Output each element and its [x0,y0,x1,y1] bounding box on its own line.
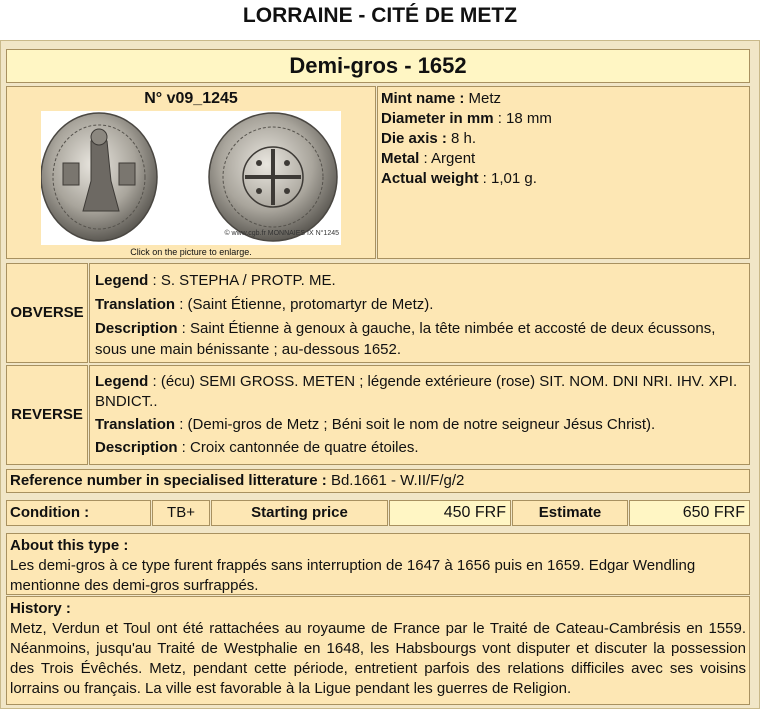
reverse-translation: : (Demi-gros de Metz ; Béni soit le nom de notre seigneur Jésus Christ). [175,416,656,433]
detail-value: : 18 mm [493,110,552,127]
starting-price-value: 450 FRF [389,500,511,526]
detail-label: Metal [381,150,420,167]
reference-row [6,469,750,493]
image-caption: Click on the picture to enlarge. [130,247,252,257]
starting-price-label: Starting price [211,500,388,526]
legend-label: Legend [95,272,149,289]
history-section [6,596,750,705]
about-title: About this type : [10,537,129,554]
description-label: Description [95,320,178,337]
reference-label: Reference number in specialised litterature : [10,472,327,489]
coin-image[interactable] [41,111,341,245]
detail-diameter [381,109,746,129]
obverse-translation: : (Saint Étienne, protomartyr de Metz). [175,296,434,313]
page-title: LORRAINE - CITÉ DE METZ [242,4,518,27]
translation-label: Translation [95,416,176,433]
estimate-value: 650 FRF [629,500,750,526]
obverse-legend: : S. STEPHA / PROTP. ME. [148,272,336,289]
reverse-details [89,365,750,465]
translation-label: Translation [95,296,176,313]
condition-label: Condition : [6,500,151,526]
obverse-description: : Saint Étienne à genoux à gauche, la tête nimbée et accosté de deux écussons, sous une main bénissante ; au-dessous 1652. [95,320,716,358]
history-text: Metz, Verdun et Toul ont été rattachées au royaume de France par le Traité de Cateau-Cambrésis en 1559. Néanmoins, jusqu'au Traité de Westphalie en 1648, les Habsbourgs vont disputer et discuter la possession des Trois Évêchés. Metz, pendant cette période, entretient parfois des relations difficiles avec ses voisins lorrains ou français. La ville est favorable à la Ligue pendant les guerres de Religion. [10,620,746,697]
legend-label: Legend [95,373,149,390]
description-label: Description [95,439,178,456]
about-text: Les demi-gros à ce type furent frappés sans interruption de 1647 à 1656 puis en 1659. Edgar Wendling mentionne des demi-gros surfrappés. [10,557,696,594]
coin-sheet [0,40,760,709]
estimate-label: Estimate [512,500,628,526]
reverse-label: REVERSE [6,365,88,465]
reverse-description: : Croix cantonnée de quatre étoiles. [177,439,419,456]
detail-value: : Argent [419,150,476,167]
about-section [6,533,750,595]
reference-value: Bd.1661 - W.II/F/g/2 [326,472,465,489]
coin-title: Demi-gros - 1652 [6,49,750,83]
detail-metal [381,149,746,169]
detail-label: Diameter in mm [381,110,494,127]
image-watermark: © www.cgb.fr MONNAIES IX N°1245 [224,230,339,237]
details-cell [377,86,750,259]
detail-label: Actual weight [381,170,479,187]
detail-label: Die axis : [381,130,447,147]
detail-die-axis [381,129,746,149]
history-title: History : [10,600,71,617]
obverse-details [89,263,750,363]
detail-value: Metz [464,90,502,107]
picture-cell [6,86,376,259]
condition-value: TB+ [152,500,210,526]
detail-label: Mint name : [381,90,465,107]
detail-mint [381,89,746,109]
detail-value: : 1,01 g. [478,170,537,187]
detail-weight [381,169,746,189]
coin-number: N° v09_1245 [144,90,238,107]
obverse-label: OBVERSE [6,263,88,363]
reverse-legend: : (écu) SEMI GROSS. METEN ; légende extérieure (rose) SIT. NOM. DNI NRI. IHV. XPI. BNDICT.. [95,373,738,410]
detail-value: 8 h. [446,130,477,147]
